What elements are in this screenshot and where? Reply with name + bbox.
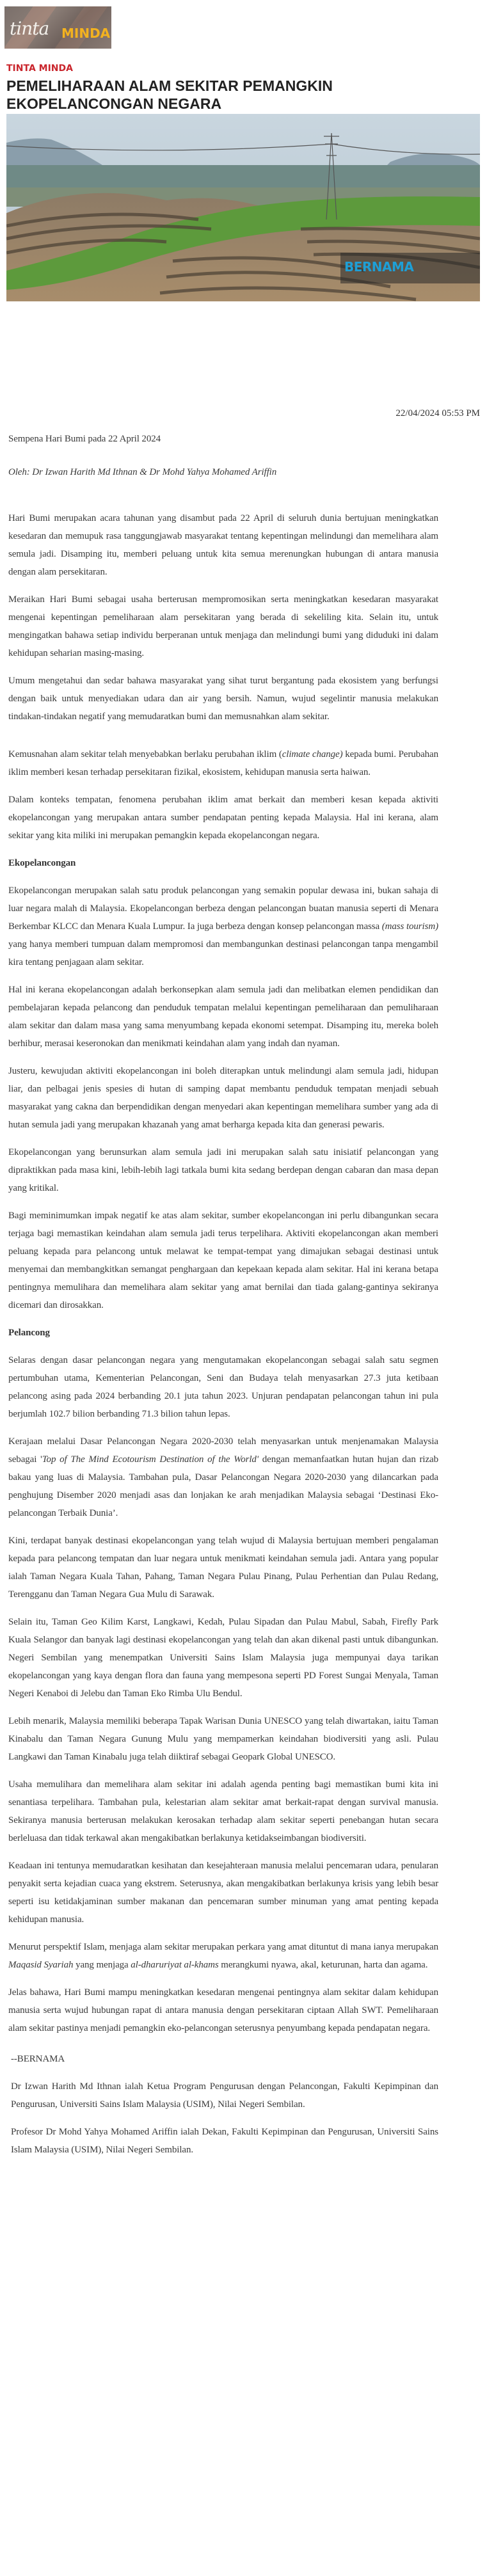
text-run: yang hanya memberi tumpuan dalam mempromosi dan membangunkan destinasi pelancongan tanpa mengambil kira tentang penjagaan alam sekitar. — [8, 939, 438, 967]
news-source: --BERNAMA — [11, 2054, 65, 2064]
paragraph: Jelas bahawa, Hari Bumi mampu meningkatkan kesedaran mengenai pentingnya alam sekitar dalam kehidupan manusia serta wujud hubungan rapat di antara manusia dengan persekitaran ciptaan Allah SWT. Pemeliharaan alam sekitar pastinya menjadi pemangkin eko-pelancongan seterusnya penyumbang kepada pendapatan negara. — [8, 1987, 438, 2033]
section-kicker[interactable]: TINTA MINDA — [6, 63, 73, 74]
italic-term: Maqasid Syariah — [8, 1960, 74, 1970]
logo-script-text: tinta — [10, 18, 49, 39]
paragraph: Selaras dengan dasar pelancongan negara yang mengutamakan ekopelancongan sebagai salah satu segmen pertumbuhan utama, Kementerian Pelancongan, Seni dan Budaya telah menyasarkan 27.3 juta ketibaan pelancong asing pada 2024 berbanding 20.1 juta tahun 2023. Unjuran pendapatan pelancongan tahun ini pula berjumlah 102.7 bilion berbanding 71.3 bilion tahun lepas. — [8, 1355, 438, 1419]
spacer — [8, 735, 438, 745]
paragraph — [8, 882, 438, 971]
article-occasion: Sempena Hari Bumi pada 22 April 2024 — [8, 434, 161, 444]
paragraph: Justeru, kewujudan aktiviti ekopelancongan ini boleh diterapkan untuk melindungi alam semula jadi, hidupan liar, dan pelbagai jenis spesies di hutan di samping dapat membantu penduduk tempatan menjadi sebuah masyarakat yang cakna dan berpendidikan dengan menyedari akan kepentingan memelihara sumber yang ada di hutan semula jadi yang merupakan khazanah yang amat berharga kepada kita dan generasi pewaris. — [8, 1066, 438, 1130]
italic-term: al-dharuriyat al-khams — [131, 1960, 219, 1970]
article-byline: Oleh: Dr Izwan Harith Md Ithnan & Dr Mohd Yahya Mohamed Ariffin — [8, 467, 277, 477]
text-run: Kerajaan melalui Dasar Pelancongan Negara 2020-2030 telah menyasarkan untuk menjenamakan Malaysia sebagai ' — [8, 1436, 438, 1465]
section-heading: Ekopelancongan — [8, 858, 76, 868]
italic-term: (mass tourism) — [381, 921, 438, 932]
text-run: merangkumi nyawa, akal, keturunan, harta dan agama. — [218, 1960, 428, 1970]
text-run: yang menjaga — [73, 1960, 131, 1970]
paragraph: Hari Bumi merupakan acara tahunan yang disambut pada 22 April di seluruh dunia bertujuan meningkatkan kesedaran dan memupuk rasa tanggungjawab masyarakat tentang kepentingan melindungi dan memelihara alam semula jadi. Disamping itu, memberi peluang untuk kita semua merenungkan hubungan di antara manusia dengan alam persekitaran. — [8, 513, 438, 577]
article-body — [8, 430, 438, 2168]
author-bio: Dr Izwan Harith Md Ithnan ialah Ketua Program Pengurusan dengan Pelancongan, Fakulti Kepimpinan dan Pengurusan, Universiti Sains Islam Malaysia (USIM), Nilai Negeri Sembilan. — [11, 2081, 438, 2110]
section-heading: Pelancong — [8, 1328, 50, 1338]
paragraph — [8, 745, 438, 781]
tinta-minda-logo[interactable] — [4, 6, 111, 49]
paragraph: Lebih menarik, Malaysia memiliki beberapa Tapak Warisan Dunia UNESCO yang telah diwartakan, iaitu Taman Kinabalu dan Taman Negara Gunung Mulu yang mempamerkan keindahan biodiversiti yang asli. Pulau Langkawi dan Taman Kinabalu juga telah diiktiraf sebagai Geopark Global UNESCO. — [8, 1716, 438, 1762]
italic-term: Top of The Mind Ecotourism Destination of the World' — [42, 1454, 259, 1465]
watermark-text: BERNAMA — [344, 259, 414, 274]
paragraph — [8, 1433, 438, 1522]
publish-timestamp: 22/04/2024 05:53 PM — [395, 408, 480, 418]
article-image — [6, 114, 480, 301]
author-bio: Profesor Dr Mohd Yahya Mohamed Ariffin ialah Dekan, Fakulti Kepimpinan dan Pengurusan, Universiti Sains Islam Malaysia (USIM), Nilai Negeri Sembilan. — [11, 2127, 438, 2155]
paragraph: Umum mengetahui dan sedar bahawa masyarakat yang sihat turut bergantung pada ekosistem yang berfungsi dengan baik untuk menyediakan udara dan air yang bersih. Namun, wujud segelintir manusia melakukan tindakan-tindakan negatif yang memudaratkan bumi dan memusnahkan alam sekitar. — [8, 676, 438, 722]
text-run: kepada bumi. Perubahan iklim memberi kesan terhadap persekitaran fizikal, ekosistem, kehidupan manusia serta haiwan. — [8, 749, 438, 777]
text-run: Kemusnahan alam sekitar telah menyebabkan berlaku perubahan iklim ( — [8, 749, 282, 759]
text-run: dengan memanfaatkan hutan hujan dan rizab bakau yang luas di Malaysia. Tambahan pula, Dasar Pelancongan Negara 2020-2030 yang dilancarkan pada penghujung Disember 2020 menjadi asas dan lonjakan ke arah menjadikan Malaysia sebagai ‘Destinasi Eko-pelancongan Terbaik Dunia’. — [8, 1454, 438, 1518]
paragraph: Bagi meminimumkan impak negatif ke atas alam sekitar, sumber ekopelancongan ini perlu dibangunkan secara terjaga bagi memastikan keindahan alam semula jadi terus terpelihara. Aktiviti ekopelancongan akan memberi peluang kepada para pelancong untuk melawat ke tempat-tempat yang dimajukan sebagai destinasi untuk menyemai dan membangkitkan semangat penghargaan dan kepekaan kepada alam sekitar. Hal ini kerana betapa pentingnya memulihara dan memelihara alam sekitar yang amat bernilai dan tiada galang-gantinya sekiranya dicemari dan dirosakkan. — [8, 1211, 438, 1310]
paragraph: Meraikan Hari Bumi sebagai usaha berterusan mempromosikan serta meningkatkan kesedaran masyarakat mengenai kepentingan pemeliharaan alam persekitaran yang berada di sekeliling kita. Selain itu, untuk mengingatkan bahawa setiap individu berperanan untuk menjaga dan melindungi bumi yang diduduki ini dalam kehidupan seharian masing-masing. — [8, 594, 438, 658]
logo-word-text: MINDA — [61, 26, 111, 41]
text-run: Menurut perspektif Islam, menjaga alam sekitar merupakan perkara yang amat dituntut di mana ianya merupakan — [8, 1942, 438, 1952]
paragraph: Selain itu, Taman Geo Kilim Karst, Langkawi, Kedah, Pulau Sipadan dan Pulau Mabul, Sabah, Firefly Park Kuala Selangor dan banyak lagi destinasi ekopelancongan yang telah dan akan dikenal pasti untuk dibangunkan. Negeri Sembilan yang menempatkan Universiti Sains Islam Malaysia juga mempunyai daya tarikan ekopelancongan yang kaya dengan flora dan fauna yang mempesona seperti PD Forest Sungai Menyala, Taman Negeri Kenaboi di Jelebu dan Taman Eko Rimba Ulu Bendul. — [8, 1617, 438, 1699]
article-title: PEMELIHARAAN ALAM SEKITAR PEMANGKIN EKOPELANCONGAN NEGARA — [6, 77, 333, 112]
image-watermark — [340, 253, 480, 283]
paragraph: Hal ini kerana ekopelancongan adalah berkonsepkan alam semula jadi dan melibatkan elemen pendidikan dan pembelajaran kepada pelancong dan penduduk tempatan melalui kepentingan pemeliharaan dan pemuliharaan alam sekitar dan dalam masa yang sama menyumbang kepada ekonomi setempat. Disamping itu, mereka boleh berhibur, merasai keseronokan dan menikmati keindahan alam yang indah dan nyaman. — [8, 985, 438, 1049]
paragraph: Ekopelancongan yang berunsurkan alam semula jadi ini merupakan salah satu inisiatif pelancongan yang dipraktikkan pada masa kini, lebih-lebih lagi tatkala bumi kita sedang berdepan dengan cabaran dan masa depan yang kritikal. — [8, 1147, 438, 1193]
paragraph: Dalam konteks tempatan, fenomena perubahan iklim amat berkait dan memberi kesan kepada aktiviti ekopelancongan yang merupakan antara sumber pendapatan penting kepada Malaysia. Hal ini kerana, alam sekitar yang kita miliki ini merupakan pemangkin kepada ekopelancongan negara. — [8, 795, 438, 841]
italic-term: climate change) — [282, 749, 343, 759]
paragraph: Kini, terdapat banyak destinasi ekopelancongan yang telah wujud di Malaysia bertujuan memberi pengalaman kepada para pelancong tempatan dan luar negara untuk menikmati keindahan semula jadi. Antara yang popular ialah Taman Negara Kuala Tahan, Pahang, Taman Negara Pulau Pinang, Pulau Perhentian dan Pulau Redang, Terengganu dan Taman Negara Gua Mulu di Sarawak. — [8, 1536, 438, 1600]
paragraph: Keadaan ini tentunya memudaratkan kesihatan dan kesejahteraan manusia melalui pencemaran udara, penularan penyakit serta kejadian cuaca yang ekstrem. Seterusnya, akan mengakibatkan berlakunya krisis yang lebih besar seperti isu ketidakjaminan sumber makanan dan pencemaran sumber minuman yang amat penting kepada kehidupan manusia. — [8, 1861, 438, 1925]
paragraph: Usaha memulihara dan memelihara alam sekitar ini adalah agenda penting bagi memastikan bumi kita ini senantiasa terpelihara. Tambahan pula, kelestarian alam sekitar amat berkait-rapat dengan survival manusia. Sekiranya manusia berterusan melakukan kerosakan terhadap alam sekitar seperti penebangan hutan secara berleluasa dan tidak terkawal akan mengakibatkan berlakunya ketidakseimbangan biodiversiti. — [8, 1779, 438, 1843]
paragraph — [8, 1938, 438, 1974]
text-run: Ekopelancongan merupakan salah satu produk pelancongan yang semakin popular dewasa ini, bukan sahaja di luar negara malah di Malaysia. Ekopelancongan berbeza dengan pelancongan buatan manusia seperti di Menara Berkembar KLCC dan Menara Kuala Lumpur. Ia juga berbeza dengan konsep pelancongan massa — [8, 886, 438, 932]
